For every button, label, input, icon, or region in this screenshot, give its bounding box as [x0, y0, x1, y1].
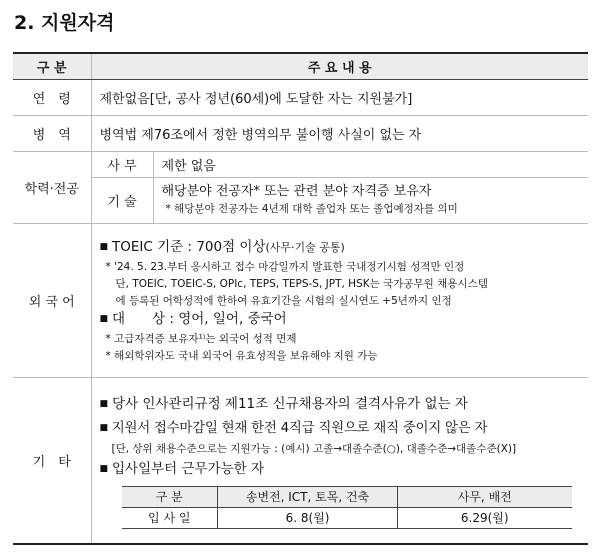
note-lang-1a: '24. 5. 23.부터 응시하고 접수 마감일까지 발표한 국내정기시험 성적만 인정	[114, 260, 465, 273]
text-military: 병역법 제76조에서 정한 병역의무 불이행 사실이 없는 자	[91, 116, 588, 152]
bullet-square-icon: ■	[99, 463, 109, 474]
note-etc-2: [단, 상위 채용수준으로는 지원가능 : (예시) 고졸→대졸수준(○), 대졸수준→대졸수준(X)]	[111, 442, 517, 455]
table-row-education-tech	[13, 178, 588, 224]
start-date-h3: 사무, 배전	[398, 486, 572, 507]
label-tech: 기 술	[91, 178, 153, 224]
note-lang-1b: 단, TOEIC, TOEIC-S, OPIc, TEPS, TEPS-S, JPT, HSK는 국가공무원 채용시스템	[115, 277, 488, 290]
qualification-table	[13, 52, 588, 545]
bullet-square-icon: ■	[99, 422, 108, 433]
note-tech: * 해당분야 전공자는 4년제 대학 졸업자 또는 졸업예정자를 의미	[165, 203, 458, 215]
asterisk-icon: *	[105, 349, 115, 362]
section-heading: 2. 지원자격	[14, 12, 115, 34]
text-office: 제한 없음	[153, 152, 588, 178]
text-toeic: TOEIC 기준 : 700점 이상	[112, 238, 266, 255]
table-header-row	[13, 53, 588, 80]
table-row-language	[13, 224, 588, 378]
start-date-r3: 6.29(월)	[398, 507, 572, 528]
table-row-etc	[13, 378, 588, 544]
note-lang-1c: 에 등록된 어학성적에 한하여 유효기간을 시험의 실시연도 +5년까지 인정	[115, 294, 452, 307]
start-date-r1: 입 사 일	[122, 507, 218, 528]
label-etc: 기 타	[13, 378, 91, 544]
start-date-h1: 구 분	[122, 486, 218, 507]
start-date-row	[122, 507, 572, 528]
start-date-h2: 송변전, ICT, 토목, 건축	[218, 486, 398, 507]
asterisk-icon: *	[105, 260, 115, 273]
text-etc-2: 지원서 접수마감일 현재 한전 4직급 직원으로 재직 중이지 않은 자	[111, 419, 488, 436]
bullet-square-icon: ■	[99, 241, 109, 252]
bullet-square-icon: ■	[99, 313, 109, 324]
asterisk-icon: *	[105, 332, 115, 345]
label-military: 병 역	[13, 116, 91, 152]
label-office: 사 무	[91, 152, 153, 178]
start-date-header-row	[122, 486, 572, 507]
start-date-table	[122, 486, 572, 529]
note-lang-2: 고급자격증 보유자¹⁾는 외국어 성적 면제	[114, 332, 297, 345]
start-date-r2: 6. 8(월)	[218, 507, 398, 528]
note-lang-3: 해외학위자도 국내 외국어 유효성적을 보유해야 지원 가능	[114, 349, 378, 362]
text-age: 제한없음[단, 공사 정년(60세)에 도달한 자는 지원불가]	[91, 80, 588, 116]
text-tech: 해당분야 전공자* 또는 관련 분야 자격증 보유자	[161, 184, 432, 199]
table-row-education-office	[13, 152, 588, 178]
table-row-military	[13, 116, 588, 152]
text-target: 대 상 : 영어, 일어, 중국어	[112, 310, 287, 327]
table-row-age	[13, 80, 588, 116]
header-content: 주 요 내 용	[91, 53, 588, 80]
text-etc-3: 입사일부터 근무가능한 자	[112, 460, 265, 477]
label-age: 연 령	[13, 80, 91, 116]
label-language: 외 국 어	[13, 224, 91, 378]
label-education: 학력·전공	[13, 152, 91, 224]
header-category: 구 분	[13, 53, 91, 80]
bullet-square-icon: ■	[99, 398, 109, 409]
text-toeic-sub: (사무·기술 공통)	[265, 240, 345, 254]
text-etc-1: 당사 인사관리규정 제11조 신규채용자의 결격사유가 없는 자	[112, 395, 468, 412]
